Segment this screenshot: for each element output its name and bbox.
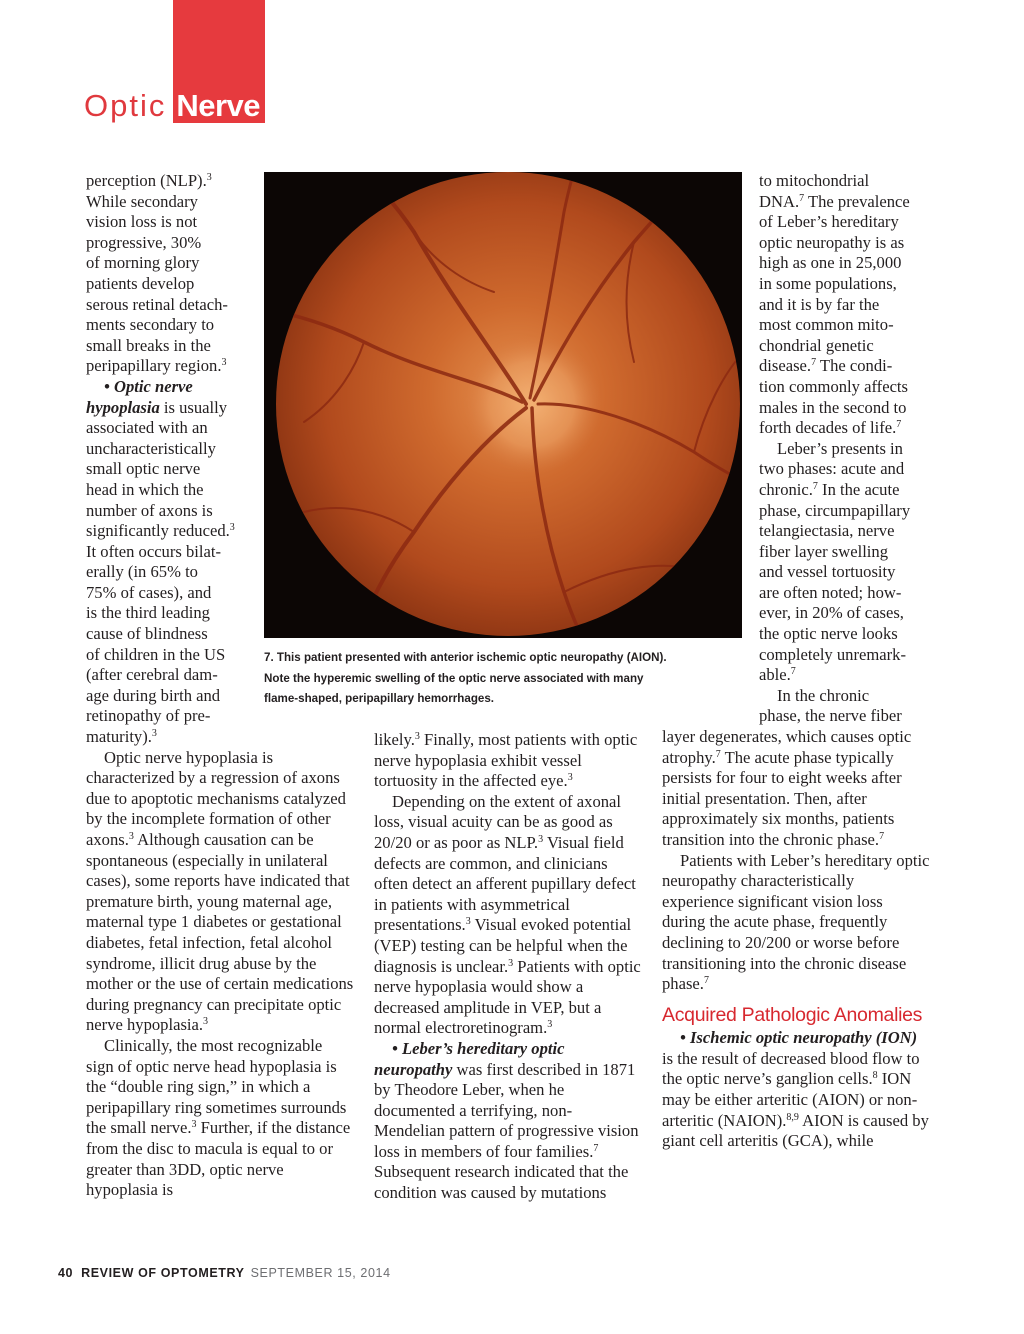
text-line: tion commonly affects: [759, 376, 909, 396]
subhead-acquired-pathologic-anomalies: Acquired Pathologic Anomalies: [662, 1003, 923, 1026]
citation: 3: [547, 1019, 553, 1031]
text-line: significantly reduced.: [86, 521, 230, 541]
text-line: is usually: [159, 397, 228, 417]
text: Clinically, the most recognizable sign of optic nerve head hypoplasia is the “double ring sign,” in which a peripapillary ring sometimes surrounds the small nerve.: [86, 1035, 347, 1138]
text-line: erally (in 65% to: [86, 562, 198, 582]
text-line: able.: [759, 665, 791, 685]
text: AION is caused by giant cell arteritis (GCA), while: [662, 1110, 929, 1151]
citation: 8,9: [786, 1111, 799, 1123]
citation: 3: [567, 772, 573, 784]
text-line: cause of blindness: [86, 624, 208, 644]
text: is the result of decreased blood flow to the optic nerve’s ganglion cells.: [662, 1048, 920, 1089]
text: layer degenerates, which causes optic atrophy.: [662, 727, 912, 767]
text-line: In the chronic: [777, 685, 870, 705]
citation: 3: [414, 731, 420, 742]
text: Subsequent research indicated that the condition was caused by mutations: [374, 1162, 629, 1203]
text-line: are often noted; how-: [759, 582, 902, 602]
column-3: [662, 171, 930, 1152]
text: The acute phase typically persists for four to eight weeks after initial presentation. Then, after approximately six months, patients transition into the chronic phase.: [662, 747, 902, 849]
text-line: forth decades of life.: [759, 418, 897, 438]
citation: 3: [221, 357, 227, 369]
text-line: DNA.: [759, 191, 800, 211]
text-line: completely unremark-: [759, 644, 906, 664]
text-line: The condi-: [816, 356, 893, 376]
text: Patients with Leber’s hereditary optic neuropathy characteristically experience significant vision loss during the acute phase, frequently declining to 20/200 or worse before transitioning into the chronic disease phase.: [662, 850, 930, 994]
text-line: perception (NLP).: [86, 171, 207, 190]
text-line: number of axons is: [86, 500, 213, 520]
text-line: disease.: [759, 356, 812, 376]
citation: 3: [128, 831, 134, 842]
text: Patients with optic nerve hypoplasia would show a decreased amplitude in VEP, but a normal electroretinogram.: [374, 956, 641, 1038]
text-line: of children in the US: [86, 644, 226, 664]
text: was first described in 1871 by Theodore Leber, when he documented a terrifying, non-Mendelian pattern of progressive vision loss in members of four families.: [374, 1059, 639, 1161]
text-line: Leber’s presents in: [777, 438, 903, 458]
text-line: phase, the nerve fiber: [759, 706, 902, 726]
citation: 7: [812, 480, 818, 492]
paragraph: [374, 730, 642, 792]
paragraph: [374, 1039, 642, 1204]
text-line: is the third leading: [86, 603, 210, 623]
section-title-word-2: Nerve: [176, 88, 261, 123]
text-line: uncharacteristically: [86, 438, 216, 458]
text-line: It often occurs bilat-: [86, 541, 222, 561]
text-line: males in the second to: [759, 397, 907, 417]
text-line: age during birth and: [86, 685, 221, 705]
text-line: chronic.: [759, 479, 813, 499]
citation: 7: [879, 831, 885, 842]
text-line: serous retinal detach-: [86, 294, 228, 314]
text: Visual evoked potential (VEP) testing can be helpful when the diagnosis is unclear.: [374, 915, 632, 976]
citation: 3: [203, 1016, 209, 1028]
citation: 7: [703, 975, 709, 987]
text-line: progressive, 30%: [86, 232, 202, 252]
text-line: patients develop: [86, 273, 195, 293]
bullet-term-lebers: • Leber’s hereditary optic neuropathy: [374, 1038, 565, 1079]
citation: 3: [508, 957, 514, 969]
magazine-name: REVIEW OF OPTOMETRY: [81, 1266, 245, 1280]
text-line: retinopathy of pre-: [86, 706, 211, 726]
text-line: telangiectasia, nerve: [759, 521, 895, 541]
citation: 7: [790, 666, 796, 678]
paragraph: [662, 1028, 930, 1152]
text: Further, if the distance from the disc to macula is equal to or greater than 3DD, optic nerve hypoplasia is: [86, 1118, 351, 1200]
text: Optic nerve hypoplasia is characterized by a regression of axons due to apoptotic mechanisms catalyzed by the incomplete formation of other axons.: [86, 747, 346, 849]
text-line: of morning glory: [86, 253, 200, 273]
column-3-narrow-block: [662, 171, 930, 727]
text-line: most common mito-: [759, 315, 894, 335]
text-line: maturity).: [86, 727, 152, 747]
text: ION may be either arteritic (AION) or non-arteritic (NAION).: [662, 1069, 918, 1130]
text-line: head in which the: [86, 479, 204, 499]
citation: 8: [872, 1070, 878, 1082]
caption-line: 7. This patient presented with anterior ischemic optic neuropathy (AION).: [264, 651, 667, 664]
citation: 7: [593, 1142, 599, 1154]
citation: 7: [799, 192, 805, 204]
citation: 7: [715, 748, 721, 760]
issue-date: SEPTEMBER 15, 2014: [250, 1266, 391, 1280]
bullet-term-hypoplasia: hypoplasia: [86, 397, 160, 417]
text: Depending on the extent of axonal loss, visual acuity can be as good as 20/20 or as poor as NLP.: [374, 791, 622, 852]
paragraph: [662, 851, 930, 995]
text-line: optic neuropathy is as: [759, 232, 905, 252]
text-line: ever, in 20% of cases,: [759, 603, 904, 623]
text-line: high as one in 25,000: [759, 253, 902, 273]
text-line: vision loss is not: [86, 212, 198, 232]
section-title-word-1: Optic: [84, 88, 167, 123]
paragraph: [374, 792, 642, 1039]
text-line: in some populations,: [759, 273, 897, 293]
citation: 3: [229, 522, 235, 534]
text-line: of Leber’s hereditary: [759, 212, 899, 232]
text-line: the optic nerve looks: [759, 624, 898, 644]
caption-line: flame-shaped, peripapillary hemorrhages.: [264, 692, 495, 705]
text-line: to mitochondrial: [759, 171, 870, 190]
citation: 3: [191, 1119, 197, 1131]
text-line: ments secondary to: [86, 315, 215, 335]
bullet-term-optic-nerve: • Optic nerve: [104, 376, 193, 396]
text-line: chondrial genetic: [759, 335, 874, 355]
text: Finally, most patients with optic nerve hypoplasia exhibit vessel tortuosity in the affected eye.: [374, 730, 638, 791]
paragraph: [662, 727, 930, 851]
text-line: peripapillary region.: [86, 356, 222, 376]
text: likely.: [374, 730, 415, 749]
caption-line: Note the hyperemic swelling of the optic nerve associated with many: [264, 671, 644, 685]
text: Visual field defects are common, and clinicians often detect an afferent pupillary defect in patients with asymmetrical presentations.: [374, 832, 636, 935]
page-number: 40: [58, 1266, 74, 1280]
paragraph: [86, 1036, 354, 1201]
text-line: and it is by far the: [759, 294, 880, 314]
bullet-term-ion: • Ischemic optic neuropathy (ION): [680, 1028, 918, 1048]
text-line: 75% of cases), and: [86, 582, 212, 602]
citation: 7: [896, 419, 902, 431]
paragraph: [86, 748, 354, 1036]
text-line: fiber layer swelling: [759, 541, 889, 561]
citation: 3: [465, 916, 471, 928]
section-title: [84, 86, 260, 126]
citation: 3: [538, 833, 544, 845]
citation: 7: [811, 357, 817, 369]
column-2: [374, 730, 642, 1204]
text-line: associated with an: [86, 418, 208, 438]
text-line: The prevalence: [804, 191, 910, 211]
text: Although causation can be spontaneous (especially in unilateral cases), some reports have indicated that premature birth, young maternal age, maternal type 1 diabetes or gestational diabetes, fetal infection, fetal alcohol syndrome, illicit drug abuse by the mother or the use of certain medications during pregnancy can precipitate optic nerve hypoplasia.: [86, 830, 354, 1035]
text-line: two phases: acute and: [759, 459, 905, 479]
text-line: In the acute: [817, 479, 900, 499]
page-footer: [58, 1266, 391, 1280]
text-line: small breaks in the: [86, 335, 211, 355]
text-line: (after cerebral dam-: [86, 665, 218, 685]
column-1-narrow-block: [86, 171, 256, 748]
text-line: small optic nerve: [86, 459, 201, 479]
text-line: and vessel tortuosity: [759, 562, 896, 582]
citation: 3: [151, 728, 157, 740]
citation: 3: [206, 172, 212, 183]
text-line: While secondary: [86, 191, 198, 211]
text-line: phase, circumpapillary: [759, 500, 911, 520]
